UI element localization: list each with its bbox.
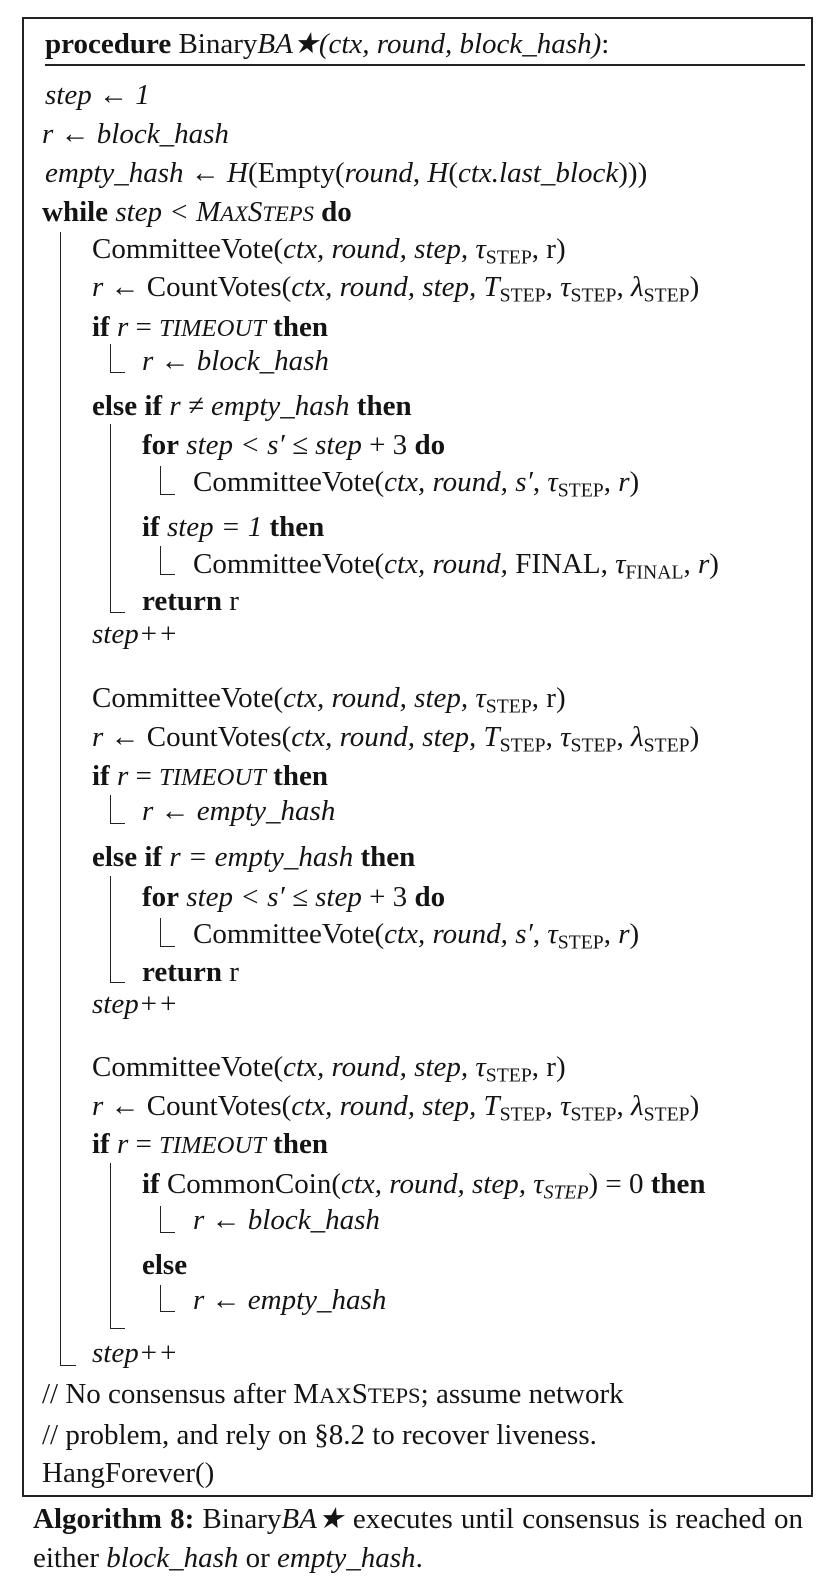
- for-keyword: for: [142, 429, 180, 461]
- while-keyword: while: [42, 196, 109, 228]
- then-keyword: then: [643, 1168, 706, 1200]
- tau-sub-final: FINAL: [625, 561, 684, 584]
- line-cv-final: [193, 547, 719, 584]
- comma: ,: [616, 1090, 632, 1122]
- tau-symbol: τ: [475, 233, 486, 265]
- procedure-name-italic: BA★: [257, 28, 319, 60]
- line-comment-1: [42, 1377, 624, 1411]
- line-return-1: [142, 584, 239, 618]
- procedure-header: [45, 24, 805, 66]
- elseif2-block-line: [110, 876, 111, 982]
- maxsteps-m: < M: [162, 196, 221, 228]
- elseif2-block-end: [110, 982, 125, 983]
- lambda-symbol: λ: [631, 721, 644, 753]
- count-fn: CountVotes(: [139, 271, 292, 303]
- for-plus: + 3: [361, 881, 408, 913]
- count-fn: CountVotes(: [139, 721, 292, 753]
- timeout-const: TIMEOUT: [159, 315, 266, 342]
- paren-close: ): [629, 466, 640, 498]
- comment-text: // No consensus after M: [42, 1378, 320, 1410]
- cv-fn: CommitteeVote(: [193, 548, 385, 580]
- for1-block-end: [160, 494, 175, 495]
- paren: (: [448, 157, 458, 189]
- if-step1-block-end: [160, 574, 175, 575]
- procedure-colon: :: [601, 28, 610, 60]
- line-cv-sprime-2: [193, 917, 640, 954]
- while-block-end: [60, 1365, 76, 1366]
- tau-sub: STEP: [570, 284, 617, 307]
- t-sub: STEP: [499, 1103, 546, 1126]
- paren-close: ))): [618, 157, 648, 189]
- caption-block-hash: block_hash: [106, 1542, 239, 1574]
- line-committee-vote-3: [92, 1050, 566, 1087]
- eq-cond: r = empty_hash: [162, 841, 354, 873]
- line-step-init: step ← 1: [45, 79, 150, 111]
- comma: ,: [532, 918, 548, 950]
- paren-close: ): [689, 271, 700, 303]
- tau-sub: STEP: [485, 246, 532, 269]
- caption-text: executes until consensus is reached on either: [33, 1503, 803, 1574]
- line-r-empty-hash-2: r ← empty_hash: [193, 1284, 387, 1316]
- caption-period: .: [415, 1542, 423, 1574]
- line-hang-forever: HangForever(): [42, 1457, 215, 1489]
- if1-block-end: [110, 372, 125, 373]
- if-step1-block-line: [160, 546, 161, 574]
- r-var: r: [109, 760, 129, 792]
- line-for-1: [142, 428, 445, 462]
- final-const: FINAL: [515, 548, 601, 580]
- comma: ,: [616, 271, 632, 303]
- paren-close: ): [689, 1090, 700, 1122]
- for2-block-line: [160, 918, 161, 946]
- tau-sub: STEP: [485, 695, 532, 718]
- count-fn: CountVotes(: [139, 1090, 292, 1122]
- count-args: ctx, round, step, T: [291, 1090, 500, 1122]
- if3-block-end: [110, 1328, 125, 1329]
- line-committee-vote-1: [92, 232, 566, 269]
- for-cond: step < s′ ≤ step: [179, 429, 362, 461]
- lambda-sub: STEP: [643, 284, 690, 307]
- r-var: r: [109, 311, 129, 343]
- caption-text: or: [238, 1542, 278, 1574]
- line-while: [42, 195, 352, 229]
- return-keyword: return: [142, 585, 223, 617]
- cv-fn: CommitteeVote(: [92, 682, 284, 714]
- line-return-2: [142, 955, 239, 989]
- cv-args: ctx, round,: [384, 918, 516, 950]
- line-empty-hash: [45, 156, 647, 190]
- s-prime: s′: [515, 466, 533, 498]
- hash-fn: H: [427, 157, 449, 189]
- cv-args: ctx, round, step,: [283, 233, 476, 265]
- return-keyword: return: [142, 956, 223, 988]
- cv-fn: CommitteeVote(: [92, 233, 284, 265]
- line-if-timeout-1: [92, 310, 328, 344]
- last-block-arg: ctx.last_block: [457, 157, 619, 189]
- step-eq-1: step = 1: [159, 511, 263, 543]
- line-elseif-eq: [92, 840, 415, 874]
- tau-symbol: τ: [615, 548, 626, 580]
- r-arg: r: [697, 548, 710, 580]
- count-args: ctx, round, step, T: [291, 721, 500, 753]
- maxsteps-ax: AX: [220, 201, 248, 226]
- step-var: step: [108, 196, 163, 228]
- line-cv-sprime-1: [193, 465, 640, 502]
- empty-hash-assign: empty_hash ← H: [45, 157, 248, 189]
- comma: ,: [683, 548, 698, 580]
- eq-sign: =: [128, 760, 160, 792]
- comma: ,: [545, 721, 561, 753]
- caption-label: Algorithm 8:: [33, 1503, 195, 1535]
- tau-symbol: τ: [547, 466, 558, 498]
- if-keyword: if: [92, 1128, 110, 1160]
- line-r-init: r ← block_hash: [42, 118, 229, 150]
- line-if-step1: [142, 510, 324, 544]
- coin-block-end: [160, 1232, 175, 1233]
- r-assign: r ←: [92, 271, 140, 303]
- line-for-2: [142, 880, 445, 914]
- tau-symbol: τ: [560, 1090, 571, 1122]
- for-plus: + 3: [361, 429, 408, 461]
- paren-close: ): [689, 721, 700, 753]
- count-args: ctx, round, step, T: [291, 271, 500, 303]
- procedure-name: Binary: [178, 28, 258, 60]
- line-r-empty-hash-1: r ← empty_hash: [142, 795, 336, 827]
- cv-fn: CommitteeVote(: [193, 466, 385, 498]
- do-keyword: do: [407, 429, 446, 461]
- cv-fn: CommitteeVote(: [193, 918, 385, 950]
- do-keyword: do: [313, 196, 352, 228]
- elseif1-block-end: [110, 612, 125, 613]
- t-sub: STEP: [499, 284, 546, 307]
- coin-args: ctx, round, step,: [340, 1168, 534, 1200]
- paren-close: ): [629, 918, 640, 950]
- for-cond: step < s′ ≤ step: [179, 881, 362, 913]
- coin-fn: CommonCoin(: [159, 1168, 341, 1200]
- tau-symbol: τ: [475, 682, 486, 714]
- caption-ba: BA★: [281, 1503, 345, 1535]
- else-block-line: [160, 1285, 161, 1311]
- empty-call: (Empty(: [247, 157, 345, 189]
- tau-symbol: τ: [533, 1168, 544, 1200]
- caption-empty-hash: empty_hash: [277, 1542, 416, 1574]
- if1-block-line: [110, 344, 111, 372]
- while-block-line: [60, 232, 61, 1365]
- do-keyword: do: [407, 881, 446, 913]
- tau-sub: STEP: [557, 479, 604, 502]
- then-keyword: then: [265, 760, 328, 792]
- line-count-votes-3: [92, 1089, 700, 1126]
- cv-tail: , r): [531, 682, 566, 714]
- return-value: r: [222, 585, 239, 617]
- neq-cond: r ≠ empty_hash: [162, 390, 350, 422]
- r-assign: r ←: [92, 721, 140, 753]
- line-count-votes-1: [92, 270, 700, 307]
- if2-block-line: [110, 795, 111, 823]
- maxsteps-s: S: [247, 196, 263, 228]
- r-assign: r ←: [92, 1090, 140, 1122]
- comment-text-end: ; assume network: [420, 1378, 624, 1410]
- tau-sub: STEP: [570, 734, 617, 757]
- comma: ,: [532, 466, 548, 498]
- lambda-sub: STEP: [643, 734, 690, 757]
- then-keyword: then: [349, 390, 412, 422]
- r-arg: r: [618, 918, 630, 950]
- comma: ,: [603, 918, 619, 950]
- line-comment-2: // problem, and rely on §8.2 to recover liveness.: [42, 1419, 597, 1451]
- line-if-timeout-2: [92, 759, 328, 793]
- if-keyword: if: [142, 511, 160, 543]
- r-arg: r: [618, 466, 630, 498]
- comma: ,: [545, 271, 561, 303]
- elseif-keyword: else if: [92, 390, 163, 422]
- eq-sign: =: [128, 1128, 160, 1160]
- comment-s: S: [351, 1378, 368, 1410]
- lambda-symbol: λ: [631, 1090, 644, 1122]
- if3-block-line: [110, 1163, 111, 1328]
- comma: ,: [616, 721, 632, 753]
- eq-sign: =: [128, 311, 160, 343]
- if-keyword: if: [142, 1168, 160, 1200]
- if2-block-end: [110, 823, 125, 824]
- tau-symbol: τ: [560, 721, 571, 753]
- tau-sub-italic: STEP: [543, 1181, 589, 1204]
- cv-tail: , r): [531, 233, 566, 265]
- t-sub: STEP: [499, 734, 546, 757]
- tau-symbol: τ: [547, 918, 558, 950]
- timeout-const: TIMEOUT: [159, 1132, 266, 1159]
- return-value: r: [222, 956, 239, 988]
- cv-fn: CommitteeVote(: [92, 1051, 284, 1083]
- tau-symbol: τ: [475, 1051, 486, 1083]
- cv-args: ctx, round,: [384, 548, 516, 580]
- tau-sub: STEP: [485, 1064, 532, 1087]
- caption-text: Binary: [194, 1503, 282, 1535]
- line-if-common-coin: [142, 1167, 706, 1204]
- tau-sub: STEP: [557, 931, 604, 954]
- then-keyword: then: [262, 511, 325, 543]
- line-elseif-neq: [92, 389, 412, 423]
- for-keyword: for: [142, 881, 180, 913]
- then-keyword: then: [265, 311, 328, 343]
- round-arg: round: [344, 157, 413, 189]
- line-step-inc-2: step++: [92, 988, 178, 1020]
- comma: ,: [412, 157, 428, 189]
- timeout-const: TIMEOUT: [159, 764, 266, 791]
- maxsteps-teps: TEPS: [262, 201, 314, 226]
- for2-block-end: [160, 946, 175, 947]
- comma: ,: [545, 1090, 561, 1122]
- cv-args: ctx, round, step,: [283, 682, 476, 714]
- elseif1-block-line: [110, 424, 111, 612]
- line-count-votes-2: [92, 720, 700, 757]
- line-if-timeout-3: [92, 1127, 328, 1161]
- tau-symbol: τ: [560, 271, 571, 303]
- coin-block-line: [160, 1206, 161, 1232]
- else-block-end: [160, 1311, 175, 1312]
- coin-tail: ) = 0: [588, 1168, 644, 1200]
- comment-teps: TEPS: [367, 1383, 421, 1408]
- elseif-keyword: else if: [92, 841, 163, 873]
- if-keyword: if: [92, 311, 110, 343]
- line-step-inc-3: step++: [92, 1337, 178, 1369]
- procedure-args: (ctx, round, block_hash): [318, 28, 602, 60]
- cv-tail: , r): [531, 1051, 566, 1083]
- comma: ,: [603, 466, 619, 498]
- cv-args: ctx, round, step,: [283, 1051, 476, 1083]
- comma: ,: [600, 548, 616, 580]
- tau-sub: STEP: [570, 1103, 617, 1126]
- line-r-block-hash-1: r ← block_hash: [142, 345, 329, 377]
- then-keyword: then: [353, 841, 416, 873]
- algorithm-caption: [33, 1500, 803, 1578]
- r-var: r: [109, 1128, 129, 1160]
- if-keyword: if: [92, 760, 110, 792]
- for1-block-line: [160, 466, 161, 494]
- lambda-symbol: λ: [631, 271, 644, 303]
- s-prime: s′: [515, 918, 533, 950]
- line-committee-vote-2: [92, 681, 566, 718]
- procedure-keyword: procedure: [45, 28, 172, 60]
- line-else: else: [142, 1249, 188, 1281]
- line-step-inc-1: step++: [92, 618, 178, 650]
- then-keyword: then: [265, 1128, 328, 1160]
- line-r-block-hash-2: r ← block_hash: [193, 1204, 380, 1236]
- lambda-sub: STEP: [643, 1103, 690, 1126]
- cv-args: ctx, round,: [384, 466, 516, 498]
- comment-ax: AX: [319, 1383, 352, 1408]
- paren-close: ): [709, 548, 719, 580]
